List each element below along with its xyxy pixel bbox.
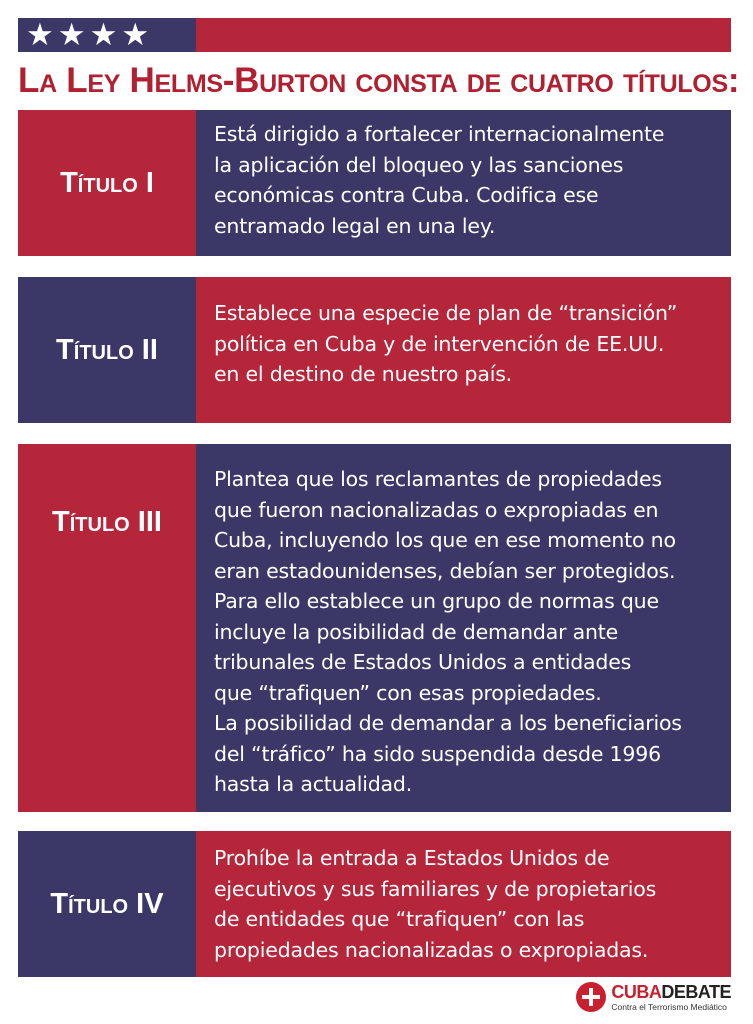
title-description-cell <box>196 277 731 423</box>
title-row-4 <box>18 831 731 977</box>
star-icon: ★ <box>121 17 150 53</box>
title-row-3 <box>18 444 731 812</box>
title-description-cell <box>196 831 731 977</box>
title-label: Título II <box>56 333 158 366</box>
title-label-cell <box>18 831 196 977</box>
star-icon: ★ <box>57 17 86 53</box>
title-label-cell <box>18 110 196 256</box>
cubadebate-logo <box>576 982 731 1012</box>
title-description: Plantea que los reclamantes de propiedades que fueron nacionalizadas o expropiadas en Cuba, incluyendo los que en ese momento no eran estadounidenses, debían ser protegidos. Para ello establece un grupo de normas que incluye la posibilidad de demandar ante tribunales de Estados Unidos a entidades que “trafiquen” con esas propiedades. La posibilidad de demandar a los beneficiarios del “tráfico” ha sido suspendida desde 1996 hasta la actualidad. <box>214 467 682 796</box>
title-row-1 <box>18 110 731 256</box>
page-title: La Ley Helms-Burton consta de cuatro títulos: <box>18 61 740 100</box>
header-banner <box>18 18 731 52</box>
cubadebate-logo-icon <box>576 982 606 1012</box>
title-label-cell <box>18 444 196 812</box>
title-description: Establece una especie de plan de “transición” política en Cuba y de intervención de EE.UU. en el destino de nuestro país. <box>214 301 678 386</box>
title-description: Está dirigido a fortalecer internacionalmente la aplicación del bloqueo y las sanciones económicas contra Cuba. Codifica ese entramado legal en una ley. <box>214 122 665 238</box>
title-label-cell <box>18 277 196 423</box>
stars-field <box>18 18 196 52</box>
star-icon: ★ <box>26 17 54 53</box>
logo-wordmark <box>611 983 731 1002</box>
logo-word-cuba: CUBA <box>611 981 662 1002</box>
star-icon: ★ <box>89 17 118 53</box>
title-description-cell <box>196 110 731 256</box>
red-stripe <box>196 18 731 52</box>
title-label: Título III <box>52 506 162 538</box>
logo-text <box>611 983 731 1012</box>
title-description: Prohíbe la entrada a Estados Unidos de ejecutivos y sus familiares y de propietarios de entidades que “trafiquen” con las propiedades nacionalizadas o expropiadas. <box>214 846 657 962</box>
title-label: Título IV <box>50 887 164 920</box>
title-label: Título I <box>60 166 154 199</box>
logo-word-debate: DEBATE <box>661 981 731 1002</box>
logo-tagline: Contra el Terrorismo Mediático <box>611 1001 727 1012</box>
title-description-cell <box>196 444 731 812</box>
title-row-2 <box>18 277 731 423</box>
